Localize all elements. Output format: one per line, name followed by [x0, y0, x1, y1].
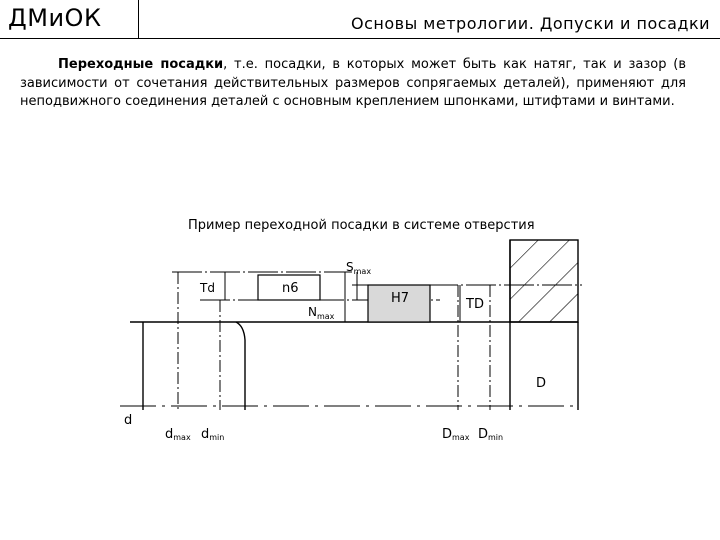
figure-caption: Пример переходной посадки в системе отверстия [188, 218, 535, 233]
label-dmin: dmin [201, 427, 225, 442]
paragraph-text: , т.е. посадки, в которых может быть как натяг, так и зазор (в зависимости от сочетания действительных размеров сопрягаемых деталей), применяют для неподвижного соединения деталей с основным креплением шпонками, штифтами и винтами. [20, 57, 686, 109]
logo: ДМиОК [8, 4, 102, 32]
label-h7: H7 [391, 291, 410, 306]
label-smax: $S_{max}$ [346, 260, 372, 276]
paragraph-term: Переходные посадки [58, 57, 224, 72]
label-Dmin: Dmin [478, 427, 504, 442]
label-D: D [536, 376, 547, 391]
label-Dmax: Dmax [442, 427, 470, 442]
label-n6: n6 [282, 281, 299, 296]
label-dmax: dmax [165, 427, 191, 442]
hatched-part [510, 240, 578, 322]
label-td: Td [200, 281, 215, 295]
slide-title: Основы метрологии. Допуски и посадки [351, 14, 710, 33]
label-td-hole: TD [466, 297, 484, 312]
shaft-end-curve [236, 322, 245, 410]
label-d: d [124, 413, 133, 428]
label-nmax: $N_{max}$ [308, 305, 335, 321]
